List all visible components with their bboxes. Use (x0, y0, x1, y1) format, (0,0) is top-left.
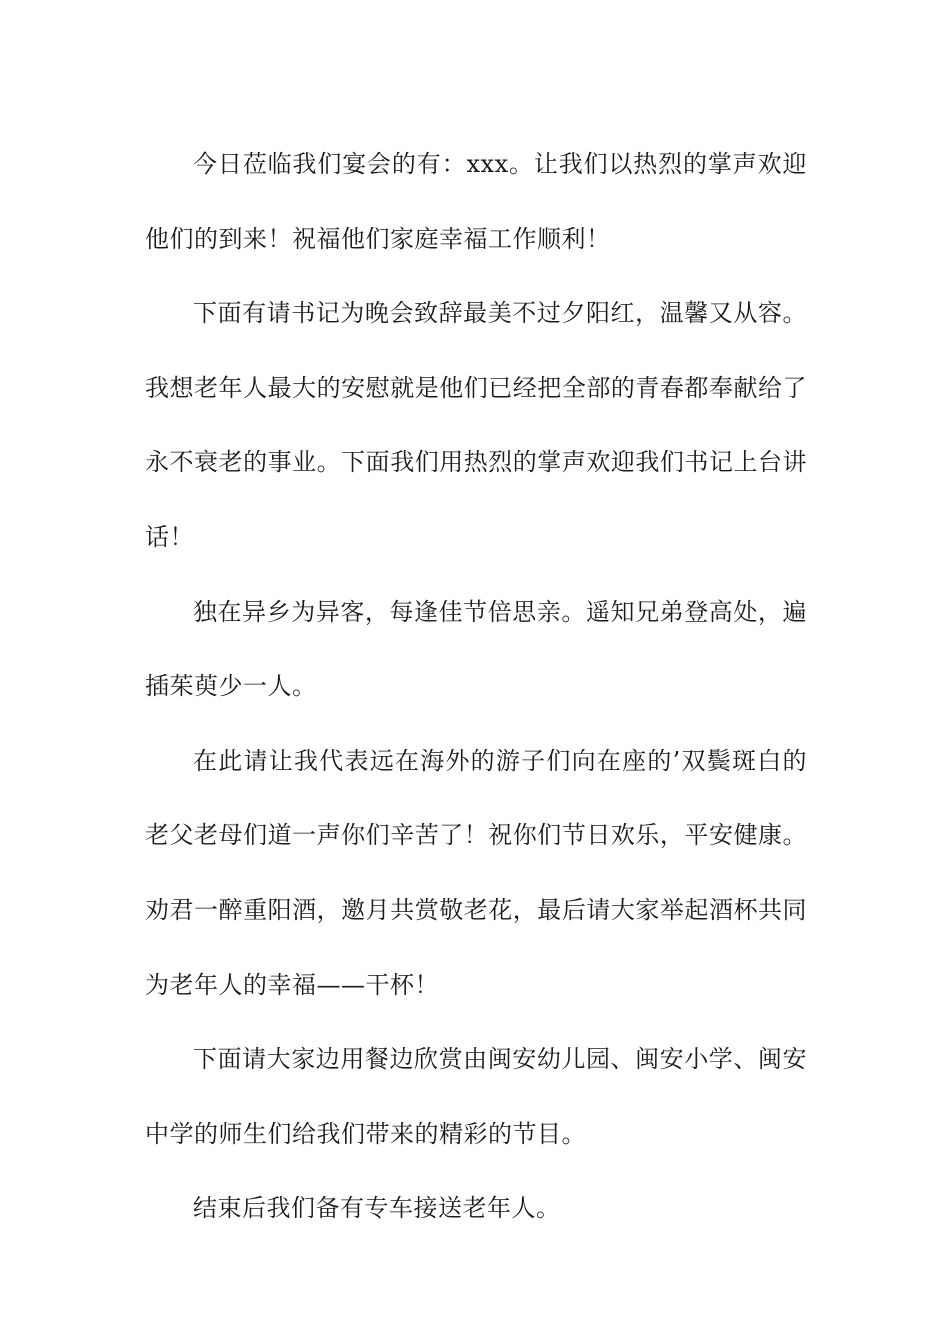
paragraph-transport: 结束后我们备有专车接送老年人。 (193, 1194, 561, 1223)
paragraph-welcome-guests: 今日莅临我们宴会的有：xxx。让我们以热烈的掌声欢迎他们的到来！祝福他们家庭幸福工作顺利！ (145, 150, 807, 253)
paragraph-poem: 独在异乡为异客，每逢佳节倍思亲。遥知兄弟登高处，遍插茱萸少一人。 (145, 597, 807, 701)
paragraph-performance: 下面请大家边用餐边欣赏由闽安幼儿园、闽安小学、闽安中学的师生们给我们带来的精彩的节目。 (145, 1045, 807, 1148)
paragraph-secretary-speech: 下面有请书记为晚会致辞最美不过夕阳红，温馨又从容。我想老年人最大的安慰就是他们已经把全部的青春都奉献给了永不衰老的事业。下面我们用热烈的掌声欢迎我们书记上台讲话！ (145, 299, 807, 551)
paragraph-toast: 在此请让我代表远在海外的游子们向在座的’双鬓斑白的老父老母们道一声你们辛苦了！祝你们节日欢乐，平安健康。劝君一醉重阳酒，邀月共赏敬老花，最后请大家举起酒杯共同为老年人的幸福——干杯！ (145, 746, 807, 999)
document-body (145, 127, 807, 1246)
